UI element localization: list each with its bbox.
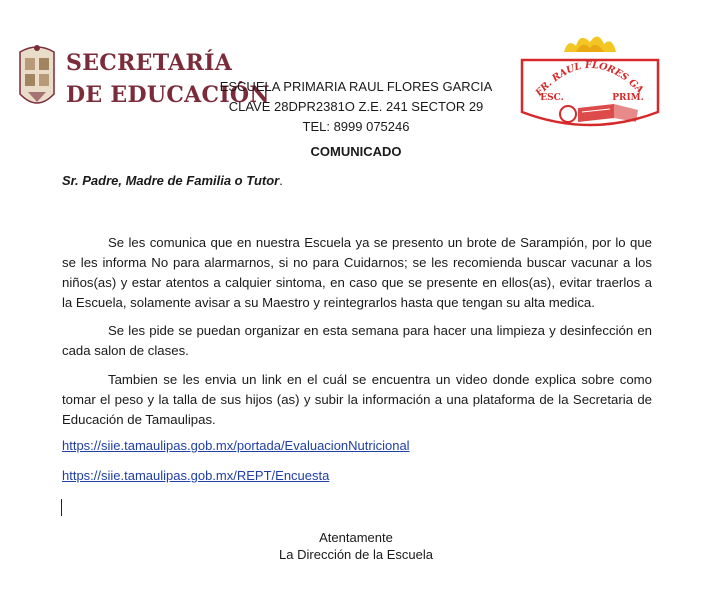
paragraph-2-text: Se les pide se puedan organizar en esta semana para hacer una limpieza y desinfección en cada salon de clases. [62,323,652,358]
paragraph-3 [62,370,652,430]
school-header [200,77,512,137]
text-cursor [61,499,62,516]
school-phone: TEL: 8999 075246 [302,119,410,134]
closing-line-1: Atentamente [319,530,393,545]
logo-line-2: DE EDUCACIÓN [66,82,270,108]
nutrition-evaluation-link[interactable]: https://siie.tamaulipas.gob.mx/portada/EvaluacionNutricional [62,438,410,453]
school-emblem-logo [518,30,662,134]
coat-of-arms-icon [16,42,58,112]
greeting-punct: . [279,173,283,188]
secretaria-educacion-logo [14,40,270,116]
logo-line-1: SECRETARÍA [66,50,233,76]
paragraph-2 [62,321,652,361]
greeting [62,173,283,188]
emblem-arc-text: FR. RAUL FLORES GA [533,59,646,99]
paragraph-1-text: Se les comunica que en nuestra Escuela ya se presento un brote de Sarampión, por lo que se les informa No para alarmarnos, si no para Cuidarnos; se les recomienda buscar vacunar a los niños(as) y estar atentos a calquier sintoma, en caso que se presente en ellos(as), evitar traerlos a la Escuela, solamente avisar a su Maestro y reintegrarlos hasta que tengan su alta medica. [62,235,652,310]
school-emblem-icon [518,30,662,134]
school-clave: CLAVE 28DPR2381O Z.E. 241 SECTOR 29 [228,99,484,114]
page-title: COMUNICADO [310,144,402,159]
paragraph-3-text: Tambien se les envia un link en el cuál se encuentra un video donde explica sobre como tomar el peso y la talla de sus hijos (as) y subir la información a una plataforma de la Secretaria de Educación de Tamaulipas. [62,372,652,427]
greeting-text: Sr. Padre, Madre de Familia o Tutor [62,173,280,188]
paragraph-1 [62,233,652,313]
emblem-left-label: ESC. [540,93,564,103]
emblem-right-label: PRIM. [612,93,644,103]
survey-link[interactable]: https://siie.tamaulipas.gob.mx/REPT/Encuesta [62,468,330,483]
school-name: ESCUELA PRIMARIA RAUL FLORES GARCIA [219,79,493,94]
closing [0,529,712,563]
closing-line-2: La Dirección de la Escuela [279,547,433,562]
